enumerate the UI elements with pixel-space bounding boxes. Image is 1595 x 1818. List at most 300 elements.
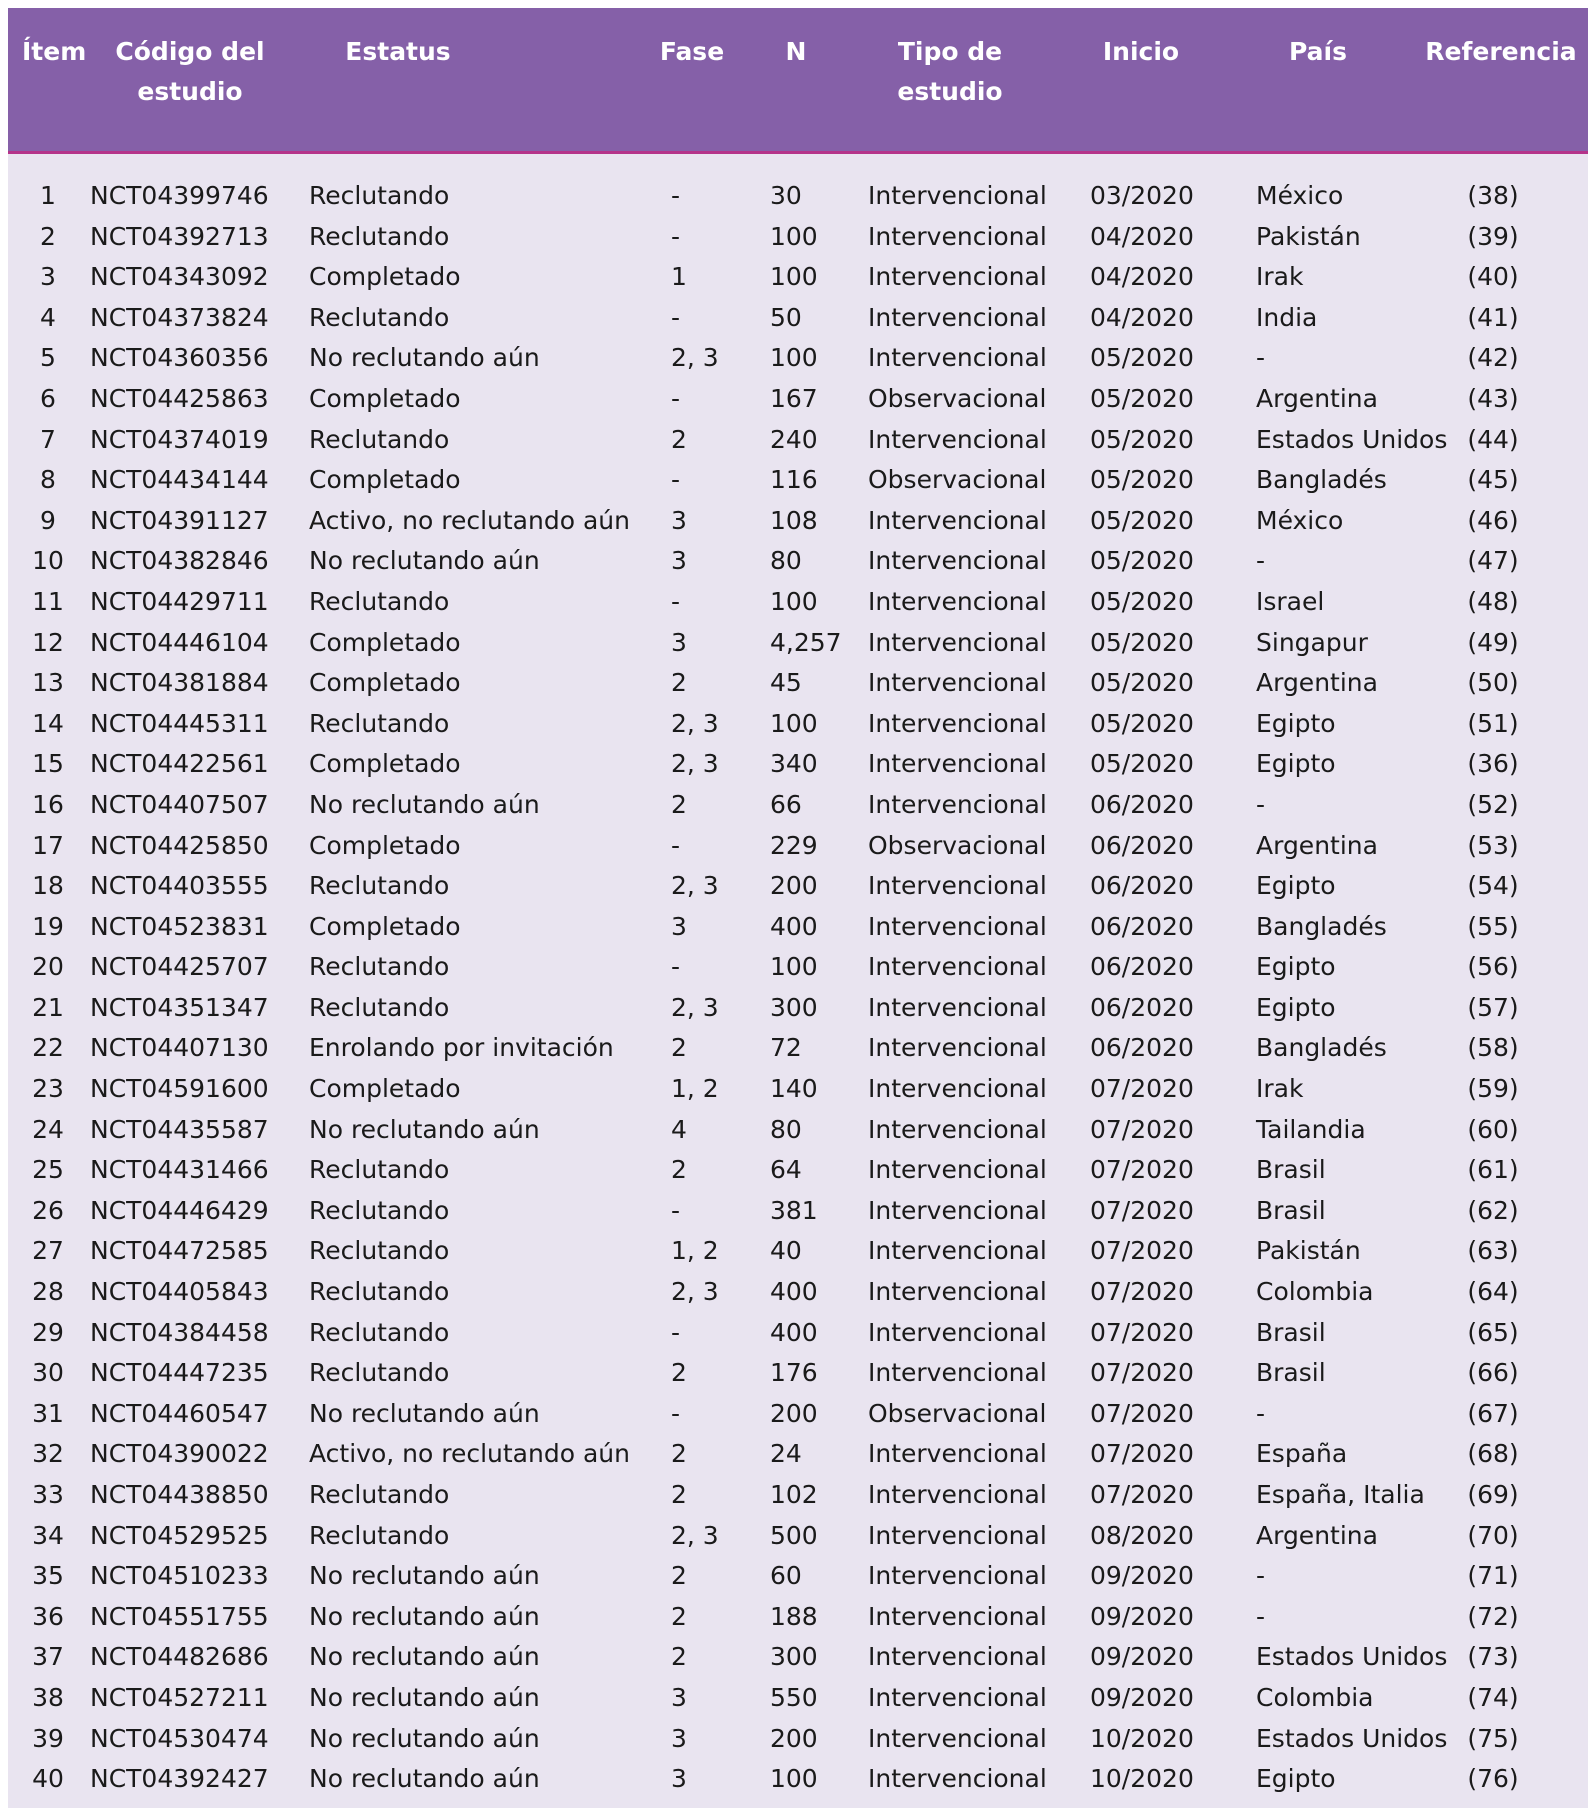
- table-row: [8, 1434, 1588, 1475]
- cell-inicio: 06/2020: [1090, 992, 1194, 1022]
- header-codigo-line1: Código del: [115, 37, 265, 66]
- clinical-trials-table: [8, 8, 1588, 1808]
- table-row: [8, 298, 1588, 339]
- cell-tipo: Intervencional: [868, 1195, 1047, 1225]
- cell-codigo: NCT04523831: [90, 911, 269, 941]
- cell-estatus: No reclutando aún: [309, 546, 540, 576]
- cell-pais: India: [1256, 302, 1318, 332]
- cell-tipo: Intervencional: [868, 668, 1047, 698]
- cell-estatus: No reclutando aún: [309, 789, 540, 819]
- cell-item: 37: [32, 1642, 64, 1672]
- cell-pais: -: [1256, 546, 1266, 576]
- cell-estatus: Reclutando: [309, 1317, 450, 1347]
- cell-codigo: NCT04351347: [90, 992, 269, 1022]
- cell-pais: Argentina: [1256, 668, 1378, 698]
- table-row: [8, 501, 1588, 542]
- cell-tipo: Intervencional: [868, 1480, 1047, 1509]
- cell-tipo: Intervencional: [868, 1358, 1047, 1388]
- cell-fase: -: [671, 830, 681, 860]
- header-estatus: Estatus: [345, 37, 451, 66]
- cell-n: 176: [770, 1358, 818, 1388]
- cell-fase: 3: [671, 1682, 687, 1712]
- cell-n: 200: [770, 1398, 818, 1428]
- cell-estatus: Enrolando por invitación: [309, 1033, 614, 1063]
- cell-n: 102: [770, 1480, 818, 1509]
- cell-inicio: 09/2020: [1090, 1682, 1194, 1712]
- cell-referencia: (66): [1467, 1358, 1519, 1388]
- table-header: [8, 8, 1588, 154]
- cell-estatus: Reclutando: [309, 1155, 450, 1185]
- cell-fase: 2: [671, 1480, 687, 1509]
- cell-codigo: NCT04510233: [90, 1561, 269, 1591]
- cell-inicio: 07/2020: [1090, 1114, 1194, 1144]
- table-row: [8, 1475, 1588, 1516]
- cell-n: 72: [770, 1033, 802, 1063]
- cell-tipo: Intervencional: [868, 181, 1047, 210]
- cell-pais: Tailandia: [1256, 1114, 1366, 1144]
- cell-estatus: No reclutando aún: [309, 1398, 540, 1428]
- cell-tipo: Intervencional: [868, 1601, 1047, 1631]
- cell-codigo: NCT04384458: [90, 1317, 269, 1347]
- cell-inicio: 05/2020: [1090, 383, 1194, 413]
- cell-item: 1: [40, 181, 56, 210]
- cell-item: 19: [32, 911, 64, 941]
- cell-codigo: NCT04482686: [90, 1642, 269, 1672]
- cell-referencia: (55): [1467, 911, 1519, 941]
- cell-referencia: (63): [1467, 1236, 1519, 1266]
- cell-tipo: Observacional: [868, 465, 1047, 495]
- cell-fase: 2: [671, 668, 687, 698]
- cell-estatus: Reclutando: [309, 1236, 450, 1266]
- cell-estatus: Reclutando: [309, 871, 450, 901]
- cell-inicio: 05/2020: [1090, 708, 1194, 738]
- cell-codigo: NCT04407130: [90, 1033, 269, 1063]
- cell-fase: 3: [671, 1764, 687, 1794]
- cell-codigo: NCT04403555: [90, 871, 269, 901]
- table-row: [8, 1069, 1588, 1110]
- cell-codigo: NCT04530474: [90, 1723, 269, 1753]
- cell-item: 9: [40, 505, 56, 535]
- cell-codigo: NCT04429711: [90, 586, 269, 616]
- cell-inicio: 07/2020: [1090, 1236, 1194, 1266]
- table-row: [8, 1110, 1588, 1151]
- cell-n: 400: [770, 911, 818, 941]
- cell-inicio: 07/2020: [1090, 1195, 1194, 1225]
- cell-n: 66: [770, 789, 802, 819]
- cell-inicio: 06/2020: [1090, 789, 1194, 819]
- cell-codigo: NCT04407507: [90, 789, 269, 819]
- cell-item: 16: [32, 789, 64, 819]
- cell-pais: Bangladés: [1256, 465, 1387, 495]
- cell-item: 35: [32, 1561, 64, 1591]
- cell-fase: 1, 2: [671, 1074, 719, 1104]
- cell-tipo: Intervencional: [868, 505, 1047, 535]
- cell-codigo: NCT04381884: [90, 668, 269, 698]
- cell-n: 300: [770, 992, 818, 1022]
- cell-n: 240: [770, 424, 818, 454]
- cell-tipo: Observacional: [868, 1398, 1047, 1428]
- cell-pais: Israel: [1256, 586, 1325, 616]
- table-row: [8, 1313, 1588, 1354]
- cell-item: 39: [32, 1723, 64, 1753]
- table-row: [8, 1028, 1588, 1069]
- cell-codigo: NCT04438850: [90, 1480, 269, 1509]
- cell-estatus: Reclutando: [309, 992, 450, 1022]
- cell-codigo: NCT04472585: [90, 1236, 269, 1266]
- table-row: [8, 663, 1588, 704]
- cell-referencia: (48): [1467, 586, 1519, 616]
- cell-item: 31: [32, 1398, 64, 1428]
- cell-n: 30: [770, 181, 802, 210]
- table-row: [8, 704, 1588, 745]
- cell-fase: 2, 3: [671, 992, 719, 1022]
- cell-pais: Pakistán: [1256, 1236, 1361, 1266]
- header-codigo-line2: estudio: [137, 77, 243, 106]
- cell-inicio: 10/2020: [1090, 1764, 1194, 1794]
- cell-estatus: Activo, no reclutando aún: [309, 505, 630, 535]
- table-row: [8, 176, 1588, 217]
- cell-item: 28: [32, 1277, 64, 1307]
- cell-item: 5: [40, 343, 56, 373]
- cell-fase: -: [671, 302, 681, 332]
- cell-item: 40: [32, 1764, 64, 1794]
- cell-codigo: NCT04431466: [90, 1155, 269, 1185]
- cell-referencia: (38): [1467, 181, 1519, 210]
- cell-referencia: (72): [1467, 1601, 1519, 1631]
- cell-pais: España, Italia: [1256, 1480, 1425, 1509]
- cell-referencia: (39): [1467, 221, 1519, 251]
- cell-tipo: Intervencional: [868, 1561, 1047, 1591]
- cell-n: 140: [770, 1074, 818, 1104]
- cell-n: 45: [770, 668, 802, 698]
- cell-referencia: (75): [1467, 1723, 1519, 1753]
- cell-tipo: Intervencional: [868, 627, 1047, 657]
- cell-n: 400: [770, 1317, 818, 1347]
- cell-pais: -: [1256, 1561, 1266, 1591]
- cell-inicio: 07/2020: [1090, 1277, 1194, 1307]
- cell-estatus: Reclutando: [309, 302, 450, 332]
- cell-item: 34: [32, 1520, 64, 1550]
- cell-pais: Egipto: [1256, 1764, 1336, 1794]
- header-item: Ítem: [22, 37, 87, 66]
- cell-inicio: 07/2020: [1090, 1480, 1194, 1509]
- cell-tipo: Intervencional: [868, 1682, 1047, 1712]
- cell-pais: Bangladés: [1256, 911, 1387, 941]
- cell-n: 400: [770, 1277, 818, 1307]
- header-referencia: Referencia: [1425, 37, 1577, 66]
- cell-inicio: 05/2020: [1090, 546, 1194, 576]
- cell-pais: Egipto: [1256, 708, 1336, 738]
- cell-estatus: Completado: [309, 383, 461, 413]
- cell-pais: México: [1256, 181, 1344, 210]
- cell-codigo: NCT04460547: [90, 1398, 269, 1428]
- cell-referencia: (45): [1467, 465, 1519, 495]
- cell-pais: Bangladés: [1256, 1033, 1387, 1063]
- table-row: [8, 907, 1588, 948]
- cell-tipo: Observacional: [868, 383, 1047, 413]
- cell-pais: Brasil: [1256, 1317, 1326, 1347]
- cell-codigo: NCT04382846: [90, 546, 269, 576]
- cell-fase: -: [671, 1195, 681, 1225]
- table-row: [8, 1191, 1588, 1232]
- cell-estatus: Activo, no reclutando aún: [309, 1439, 630, 1469]
- cell-tipo: Intervencional: [868, 221, 1047, 251]
- cell-fase: -: [671, 586, 681, 616]
- cell-n: 381: [770, 1195, 818, 1225]
- cell-inicio: 07/2020: [1090, 1074, 1194, 1104]
- cell-fase: -: [671, 221, 681, 251]
- cell-pais: Brasil: [1256, 1155, 1326, 1185]
- table-row: [8, 1394, 1588, 1435]
- cell-item: 14: [32, 708, 64, 738]
- cell-codigo: NCT04447235: [90, 1358, 269, 1388]
- cell-referencia: (46): [1467, 505, 1519, 535]
- cell-tipo: Intervencional: [868, 1520, 1047, 1550]
- cell-estatus: Completado: [309, 1074, 461, 1104]
- header-n: N: [785, 37, 807, 66]
- table-row: [8, 1719, 1588, 1760]
- cell-item: 17: [32, 830, 64, 860]
- cell-tipo: Intervencional: [868, 708, 1047, 738]
- cell-fase: 2, 3: [671, 871, 719, 901]
- cell-referencia: (41): [1467, 302, 1519, 332]
- table-row: [8, 338, 1588, 379]
- cell-fase: 3: [671, 911, 687, 941]
- cell-n: 100: [770, 708, 818, 738]
- cell-referencia: (52): [1467, 789, 1519, 819]
- table-row: [8, 1516, 1588, 1557]
- cell-codigo: NCT04591600: [90, 1074, 269, 1104]
- cell-pais: Brasil: [1256, 1195, 1326, 1225]
- table-row: [8, 460, 1588, 501]
- cell-n: 116: [770, 465, 818, 495]
- cell-codigo: NCT04343092: [90, 262, 269, 292]
- cell-item: 23: [32, 1074, 64, 1104]
- cell-n: 108: [770, 505, 818, 535]
- cell-estatus: Reclutando: [309, 181, 450, 210]
- cell-inicio: 09/2020: [1090, 1561, 1194, 1591]
- table-row: [8, 582, 1588, 623]
- cell-n: 188: [770, 1601, 818, 1631]
- cell-inicio: 10/2020: [1090, 1723, 1194, 1753]
- cell-inicio: 04/2020: [1090, 262, 1194, 292]
- cell-n: 100: [770, 262, 818, 292]
- cell-tipo: Intervencional: [868, 911, 1047, 941]
- cell-pais: Pakistán: [1256, 221, 1361, 251]
- cell-pais: Colombia: [1256, 1682, 1374, 1712]
- cell-referencia: (68): [1467, 1439, 1519, 1469]
- cell-fase: 1, 2: [671, 1236, 719, 1266]
- cell-estatus: Completado: [309, 262, 461, 292]
- cell-n: 550: [770, 1682, 818, 1712]
- cell-n: 100: [770, 1764, 818, 1794]
- cell-referencia: (47): [1467, 546, 1519, 576]
- cell-pais: Singapur: [1256, 627, 1368, 657]
- cell-item: 8: [40, 465, 56, 495]
- cell-fase: -: [671, 465, 681, 495]
- header-codigo: [102, 32, 278, 112]
- cell-pais: Argentina: [1256, 383, 1378, 413]
- cell-n: 300: [770, 1642, 818, 1672]
- cell-item: 21: [32, 992, 64, 1022]
- table-row: [8, 785, 1588, 826]
- cell-item: 33: [32, 1480, 64, 1509]
- cell-tipo: Intervencional: [868, 749, 1047, 779]
- cell-tipo: Intervencional: [868, 1114, 1047, 1144]
- cell-estatus: Reclutando: [309, 1195, 450, 1225]
- cell-referencia: (59): [1467, 1074, 1519, 1104]
- cell-pais: Egipto: [1256, 871, 1336, 901]
- cell-inicio: 05/2020: [1090, 465, 1194, 495]
- cell-pais: -: [1256, 1601, 1266, 1631]
- cell-item: 24: [32, 1114, 64, 1144]
- cell-item: 18: [32, 871, 64, 901]
- cell-codigo: NCT04373824: [90, 302, 269, 332]
- table-row: [8, 1272, 1588, 1313]
- cell-fase: -: [671, 1317, 681, 1347]
- cell-tipo: Intervencional: [868, 424, 1047, 454]
- cell-pais: Egipto: [1256, 952, 1336, 982]
- cell-estatus: Completado: [309, 465, 461, 495]
- cell-item: 38: [32, 1682, 64, 1712]
- cell-codigo: NCT04434144: [90, 465, 269, 495]
- cell-codigo: NCT04445311: [90, 708, 269, 738]
- cell-estatus: No reclutando aún: [309, 1642, 540, 1672]
- cell-item: 6: [40, 383, 56, 413]
- cell-n: 340: [770, 749, 818, 779]
- cell-fase: 1: [671, 262, 687, 292]
- cell-referencia: (44): [1467, 424, 1519, 454]
- cell-pais: -: [1256, 789, 1266, 819]
- cell-tipo: Intervencional: [868, 1439, 1047, 1469]
- cell-n: 40: [770, 1236, 802, 1266]
- cell-fase: 2: [671, 1642, 687, 1672]
- cell-codigo: NCT04551755: [90, 1601, 269, 1631]
- cell-fase: 2: [671, 1561, 687, 1591]
- cell-fase: 2: [671, 1358, 687, 1388]
- cell-item: 10: [32, 546, 64, 576]
- cell-referencia: (64): [1467, 1277, 1519, 1307]
- cell-fase: -: [671, 383, 681, 413]
- table-row: [8, 826, 1588, 867]
- cell-fase: 3: [671, 546, 687, 576]
- cell-tipo: Intervencional: [868, 1723, 1047, 1753]
- cell-n: 100: [770, 586, 818, 616]
- cell-inicio: 06/2020: [1090, 871, 1194, 901]
- cell-estatus: Completado: [309, 749, 461, 779]
- cell-pais: Argentina: [1256, 1520, 1378, 1550]
- cell-n: 229: [770, 830, 818, 860]
- cell-fase: 2: [671, 1033, 687, 1063]
- cell-item: 30: [32, 1358, 64, 1388]
- cell-tipo: Intervencional: [868, 871, 1047, 901]
- cell-pais: Egipto: [1256, 749, 1336, 779]
- cell-tipo: Intervencional: [868, 1033, 1047, 1063]
- cell-referencia: (61): [1467, 1155, 1519, 1185]
- cell-n: 4,257: [770, 627, 842, 657]
- cell-pais: -: [1256, 343, 1266, 373]
- cell-item: 32: [32, 1439, 64, 1469]
- cell-estatus: Completado: [309, 830, 461, 860]
- cell-inicio: 09/2020: [1090, 1642, 1194, 1672]
- cell-n: 64: [770, 1155, 802, 1185]
- cell-item: 7: [40, 424, 56, 454]
- cell-fase: 3: [671, 1723, 687, 1753]
- cell-estatus: No reclutando aún: [309, 343, 540, 373]
- cell-estatus: Reclutando: [309, 708, 450, 738]
- cell-referencia: (73): [1467, 1642, 1519, 1672]
- table-row: [8, 1556, 1588, 1597]
- header-tipo-line2: estudio: [897, 77, 1003, 106]
- cell-n: 100: [770, 221, 818, 251]
- cell-inicio: 05/2020: [1090, 668, 1194, 698]
- cell-referencia: (57): [1467, 992, 1519, 1022]
- cell-fase: -: [671, 181, 681, 210]
- cell-inicio: 05/2020: [1090, 505, 1194, 535]
- cell-referencia: (50): [1467, 668, 1519, 698]
- table-row: [8, 420, 1588, 461]
- cell-n: 24: [770, 1439, 802, 1469]
- cell-tipo: Intervencional: [868, 1764, 1047, 1794]
- cell-estatus: No reclutando aún: [309, 1114, 540, 1144]
- cell-n: 200: [770, 871, 818, 901]
- cell-referencia: (36): [1467, 749, 1519, 779]
- cell-inicio: 05/2020: [1090, 343, 1194, 373]
- cell-fase: 2, 3: [671, 1520, 719, 1550]
- cell-n: 167: [770, 383, 818, 413]
- cell-fase: 2: [671, 1155, 687, 1185]
- cell-estatus: No reclutando aún: [309, 1764, 540, 1794]
- cell-codigo: NCT04360356: [90, 343, 269, 373]
- cell-estatus: Reclutando: [309, 1520, 450, 1550]
- cell-estatus: Reclutando: [309, 1480, 450, 1509]
- cell-item: 13: [32, 668, 64, 698]
- cell-estatus: Reclutando: [309, 1358, 450, 1388]
- cell-referencia: (65): [1467, 1317, 1519, 1347]
- table-row: [8, 988, 1588, 1029]
- cell-item: 3: [40, 262, 56, 292]
- cell-codigo: NCT04391127: [90, 505, 269, 535]
- cell-estatus: Completado: [309, 627, 461, 657]
- cell-item: 36: [32, 1601, 64, 1631]
- cell-inicio: 03/2020: [1090, 181, 1194, 210]
- cell-pais: Estados Unidos: [1256, 1642, 1448, 1672]
- cell-pais: Estados Unidos: [1256, 1723, 1448, 1753]
- cell-n: 200: [770, 1723, 818, 1753]
- cell-codigo: NCT04527211: [90, 1682, 269, 1712]
- cell-inicio: 06/2020: [1090, 830, 1194, 860]
- cell-inicio: 04/2020: [1090, 302, 1194, 332]
- cell-referencia: (71): [1467, 1561, 1519, 1591]
- cell-referencia: (58): [1467, 1033, 1519, 1063]
- cell-n: 100: [770, 343, 818, 373]
- cell-inicio: 05/2020: [1090, 586, 1194, 616]
- cell-inicio: 06/2020: [1090, 952, 1194, 982]
- cell-n: 100: [770, 952, 818, 982]
- cell-n: 80: [770, 546, 802, 576]
- cell-referencia: (60): [1467, 1114, 1519, 1144]
- cell-estatus: Completado: [309, 668, 461, 698]
- cell-item: 15: [32, 749, 64, 779]
- cell-n: 80: [770, 1114, 802, 1144]
- cell-tipo: Intervencional: [868, 586, 1047, 616]
- cell-referencia: (40): [1467, 262, 1519, 292]
- cell-estatus: Completado: [309, 911, 461, 941]
- cell-referencia: (70): [1467, 1520, 1519, 1550]
- table-row: [8, 379, 1588, 420]
- cell-n: 60: [770, 1561, 802, 1591]
- cell-fase: 2: [671, 789, 687, 819]
